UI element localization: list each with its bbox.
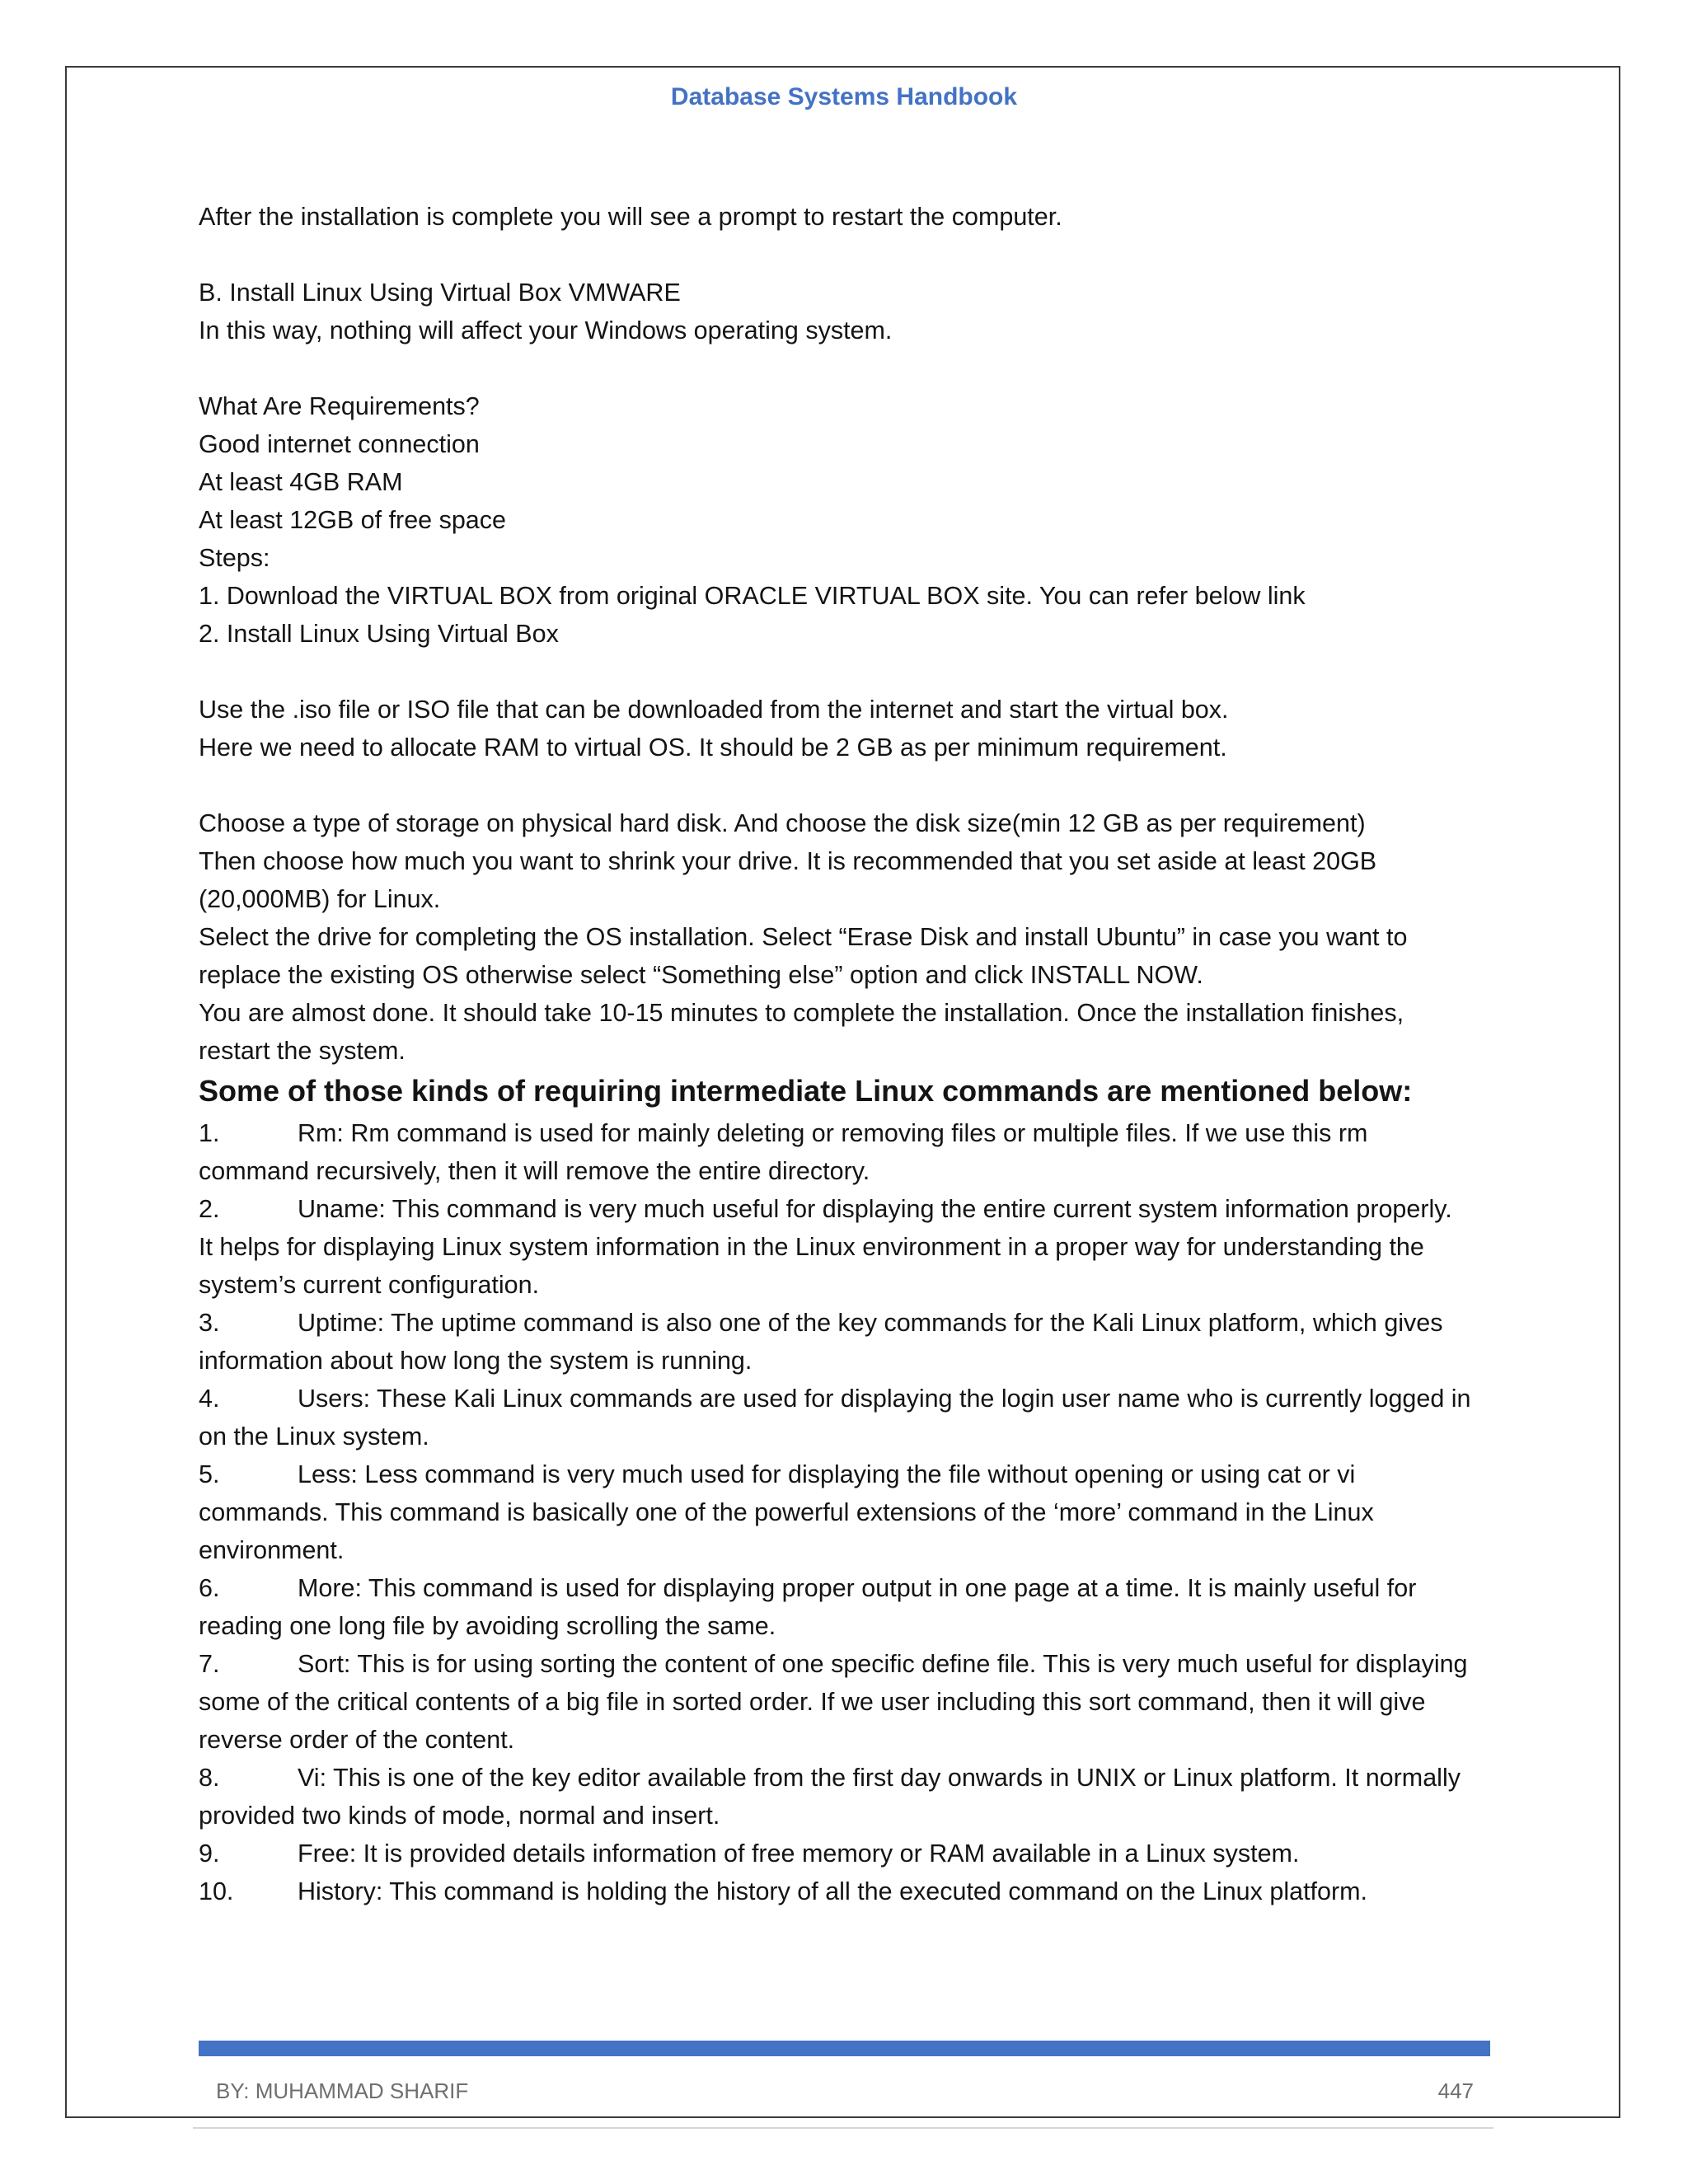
command-description-continued: reading one long file by avoiding scrolling the same.	[199, 1612, 776, 1640]
paragraph-line: Then choose how much you want to shrink your drive. It is recommended that you set aside at least 20GB	[199, 847, 1377, 875]
paragraph-line: You are almost done. It should take 10-15 minutes to complete the installation. Once the installation finishes,	[199, 999, 1404, 1027]
command-number: 4.	[199, 1385, 220, 1413]
command-description-continued: provided two kinds of mode, normal and insert.	[199, 1802, 720, 1830]
paragraph-line: B. Install Linux Using Virtual Box VMWARE	[199, 279, 681, 307]
command-description-continued: system’s current configuration.	[199, 1271, 540, 1299]
paragraph-line: Use the .iso file or ISO file that can be downloaded from the internet and start the virtual box.	[199, 696, 1229, 724]
blank-line	[199, 653, 1501, 691]
page-number: 447	[1437, 2079, 1474, 2103]
paragraph-line: replace the existing OS otherwise select “Something else” option and click INSTALL NOW.	[199, 961, 1203, 989]
blank-line	[199, 349, 1501, 387]
section-heading: Some of those kinds of requiring intermediate Linux commands are mentioned below:	[199, 1074, 1413, 1108]
command-description: Users: These Kali Linux commands are used for displaying the login user name who is currently logged in	[298, 1385, 1471, 1413]
command-description: Uname: This command is very much useful for displaying the entire current system information properly.	[298, 1195, 1452, 1223]
command-description-continued: information about how long the system is running.	[199, 1347, 753, 1375]
command-description-continued: reverse order of the content.	[199, 1726, 515, 1754]
paragraph-line: 1. Download the VIRTUAL BOX from original ORACLE VIRTUAL BOX site. You can refer below link	[199, 582, 1306, 610]
command-item	[199, 1759, 1501, 1797]
paragraph-line: restart the system.	[199, 1037, 406, 1065]
command-item	[199, 1190, 1501, 1228]
paragraph-line: 2. Install Linux Using Virtual Box	[199, 620, 559, 648]
command-description: Sort: This is for using sorting the content of one specific define file. This is very much useful for displaying	[298, 1650, 1468, 1678]
command-description-continued: command recursively, then it will remove the entire directory.	[199, 1157, 870, 1185]
command-number: 6.	[199, 1574, 220, 1602]
footer-author: BY: MUHAMMAD SHARIF	[216, 2079, 469, 2103]
command-item	[199, 1872, 1501, 1910]
command-number: 9.	[199, 1840, 220, 1868]
paragraph-line: Steps:	[199, 544, 270, 572]
paragraph-line: At least 4GB RAM	[199, 468, 403, 496]
paragraph-line: (20,000MB) for Linux.	[199, 885, 441, 913]
paragraph-line: Good internet connection	[199, 430, 480, 458]
command-item	[199, 1835, 1501, 1872]
page-header-title: Database Systems Handbook	[670, 83, 1018, 110]
footer-bar	[199, 2041, 1490, 2056]
command-item	[199, 1455, 1501, 1493]
page-content	[199, 198, 1501, 1910]
command-number: 1.	[199, 1119, 220, 1147]
command-description-continued: commands. This command is basically one of the powerful extensions of the ‘more’ command in the Linux	[199, 1498, 1374, 1526]
command-description-continued: some of the critical contents of a big file in sorted order. If we user including this sort command, then it will give	[199, 1688, 1426, 1716]
paragraph-line: Here we need to allocate RAM to virtual OS. It should be 2 GB as per minimum requirement.	[199, 733, 1227, 762]
command-number: 3.	[199, 1309, 220, 1337]
command-list	[199, 1114, 1501, 1910]
command-number: 2.	[199, 1195, 220, 1223]
command-number: 7.	[199, 1650, 220, 1678]
paragraph-line: In this way, nothing will affect your Windows operating system.	[199, 316, 893, 344]
command-item	[199, 1304, 1501, 1342]
command-description-continued: on the Linux system.	[199, 1422, 429, 1451]
paragraph-line: At least 12GB of free space	[199, 506, 506, 534]
command-item	[199, 1569, 1501, 1607]
blank-line	[199, 766, 1501, 804]
paragraph-line: After the installation is complete you will see a prompt to restart the computer.	[199, 203, 1062, 231]
command-description-continued: It helps for displaying Linux system information in the Linux environment in a proper way for understanding the	[199, 1233, 1424, 1261]
command-item	[199, 1114, 1501, 1152]
bottom-divider	[193, 2127, 1493, 2129]
paragraph-line: What Are Requirements?	[199, 392, 480, 420]
command-description: Vi: This is one of the key editor available from the first day onwards in UNIX or Linux platform. It normally	[298, 1764, 1461, 1792]
command-description: Uptime: The uptime command is also one of the key commands for the Kali Linux platform, which gives	[298, 1309, 1443, 1337]
command-description: More: This command is used for displaying proper output in one page at a time. It is mainly useful for	[298, 1574, 1417, 1602]
paragraph-line: Select the drive for completing the OS installation. Select “Erase Disk and install Ubuntu” in case you want to	[199, 923, 1408, 951]
command-number: 10.	[199, 1877, 234, 1905]
command-number: 8.	[199, 1764, 220, 1792]
command-item	[199, 1645, 1501, 1683]
command-description: Less: Less command is very much used for displaying the file without opening or using cat or vi	[298, 1460, 1356, 1488]
command-description: Rm: Rm command is used for mainly deleting or removing files or multiple files. If we use this rm	[298, 1119, 1368, 1147]
command-item	[199, 1380, 1501, 1418]
command-description: History: This command is holding the history of all the executed command on the Linux platform.	[298, 1877, 1368, 1905]
paragraph-line: Choose a type of storage on physical hard disk. And choose the disk size(min 12 GB as per requirement)	[199, 809, 1366, 837]
command-number: 5.	[199, 1460, 220, 1488]
command-description-continued: environment.	[199, 1536, 345, 1564]
command-description: Free: It is provided details information of free memory or RAM available in a Linux system.	[298, 1840, 1300, 1868]
blank-line	[199, 236, 1501, 274]
